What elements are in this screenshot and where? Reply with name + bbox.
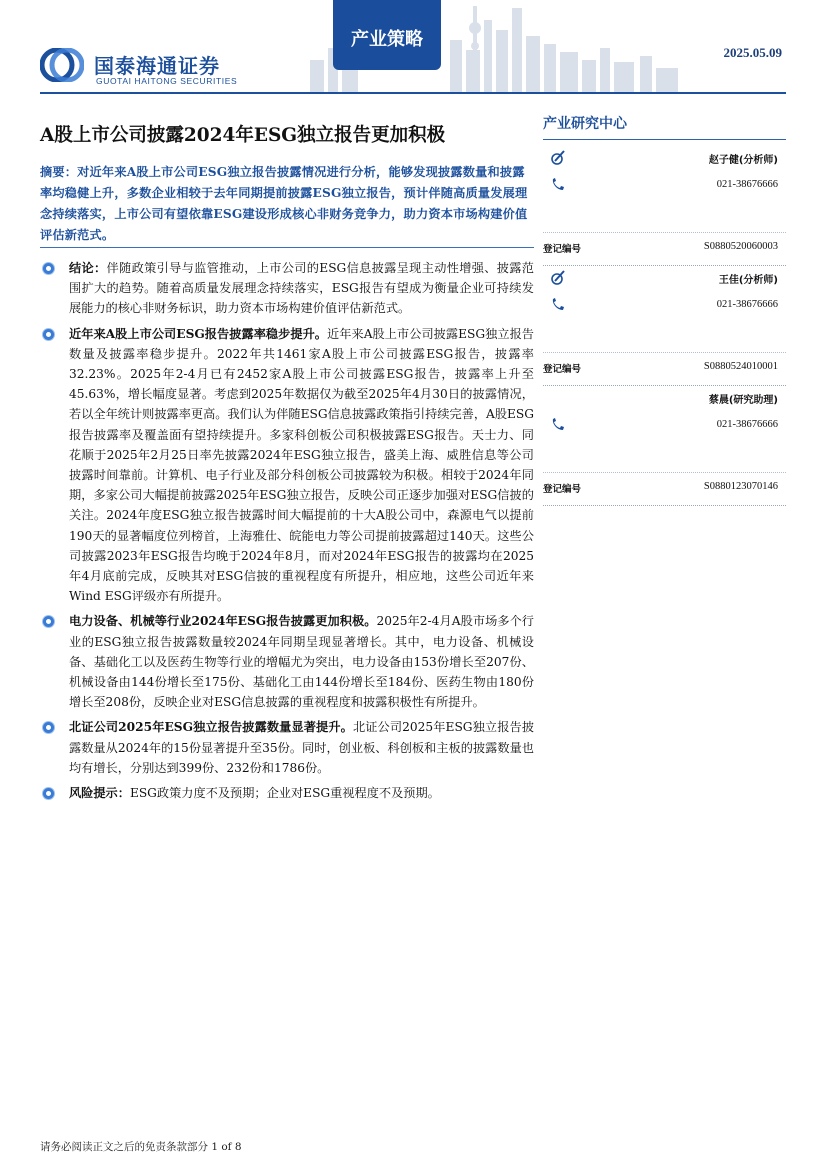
logo-text-cn: 国泰海通证券 <box>94 54 220 78</box>
analyst-name-row <box>543 388 786 408</box>
analyst-phone-row <box>543 416 786 436</box>
page-header <box>0 0 826 96</box>
report-category-badge: 产业策略 <box>333 0 441 70</box>
phone-icon <box>549 416 567 434</box>
bullet-lead: 近年来A股上市公司ESG报告披露率稳步提升。 <box>69 326 328 341</box>
bullet-text: ESG政策力度不及预期；企业对ESG重视程度不及预期。 <box>129 786 440 801</box>
phone-icon <box>549 296 567 314</box>
bullet-icon <box>43 722 54 733</box>
bullet-bse-companies <box>40 717 534 778</box>
bullet-icon <box>43 329 54 340</box>
reg-label: 登记编号 <box>543 364 582 375</box>
analyst-reg-row <box>543 238 786 258</box>
key-points <box>40 258 534 808</box>
analyst-phone: 021-38676666 <box>716 299 778 310</box>
page-footer: 请务必阅读正文之后的免责条款部分 1 of 8 <box>40 1141 242 1153</box>
report-date: 2025.05.09 <box>723 45 782 60</box>
abstract-divider <box>40 247 534 248</box>
bullet-lead: 电力设备、机械等行业2024年ESG报告披露更加积极。 <box>69 614 377 629</box>
analyst-name-row <box>543 268 786 288</box>
analyst-reg-row <box>543 358 786 378</box>
reg-label: 登记编号 <box>543 244 582 255</box>
separator <box>543 232 786 233</box>
reg-label: 登记编号 <box>543 484 582 495</box>
logo-text-en: GUOTAI HAITONG SECURITIES <box>96 76 238 86</box>
bullet-text: 伴随政策引导与监管推动，上市公司的ESG信息披露呈现主动性增强、披露范围扩大的趋势。随着高质量发展理念持续落实，ESG报告有望成为衡量企业可持续发展能力的核心非财务标识，助力资本市场构建价值评估新范式。 <box>69 261 534 316</box>
report-title: A股上市公司披露2024年ESG独立报告更加积极 <box>40 125 446 146</box>
analyst-phone: 021-38676666 <box>716 419 778 430</box>
bullet-risk <box>40 783 534 803</box>
logo-mark-icon <box>40 48 84 82</box>
abstract: 摘要：对近年来A股上市公司ESG独立报告披露情况进行分析，能够发现披露数量和披露率均稳健上升，多数企业相较于去年同期提前披露ESG独立报告，预计伴随高质量发展理念持续落实，上市公司有望依靠ESG建设形成核心非财务竞争力，助力资本市场构建价值评估新范式。 <box>40 165 528 242</box>
analyst-phone-row <box>543 176 786 196</box>
analyst-card <box>543 268 786 386</box>
bullet-icon <box>43 616 54 627</box>
analyst-sidebar <box>543 113 786 508</box>
bullet-lead: 结论： <box>69 261 107 275</box>
analyst-name: 蔡晨(研究助理) <box>708 395 778 406</box>
analyst-phone-row <box>543 296 786 316</box>
analyst-card <box>543 148 786 266</box>
bullet-text: 近年来A股上市公司披露ESG独立报告数量及披露率稳步提升。2022年共1461家A股上市公司披露ESG报告，披露率32.23%。2025年2-4月已有2452家A股上市公司披露ESG报告，披露率上升至45.63%，增长幅度显著。考虑到2025年数据仅为截至2025年4月30日的披露情况，若以全年统计则披露率更高。我们认为伴随ESG信息披露政策指引持续完善，A股ESG报告披露率及覆盖面有望持续提升。多家科创板公司积极披露ESG报告。天士力、同花顺于2025年2月25日率先披露2024年ESG独立报告，盛美上海、威胜信息等公司披露时间靠前。计算机、电子行业及部分科创板公司披露较为积极。相较于2024年同期，多家公司大幅提前披露2025年ESG独立报告，反映公司正逐步加强对ESG信披的关注。2024年度ESG独立报告披露时间大幅提前的十大A股公司中，森源电气以提前190天的显著幅度位列榜首，上海雅仕、皖能电力等公司提前披露超过140天。这些公司披露2023年ESG报告均晚于2024年8月，而对2024年ESG报告的披露均在2025年4月底前完成，反映其对ESG信披的重视程度有所提升，相应地，这些公司近年来Wind ESG评级亦有所提升。 <box>69 326 534 604</box>
bullet-lead: 北证公司2025年ESG独立报告披露数量显著提升。 <box>69 720 353 735</box>
company-logo <box>40 46 260 90</box>
analyst-reg-number: S0880123070146 <box>703 481 778 492</box>
analyst-card <box>543 388 786 506</box>
analyst-name-row <box>543 148 786 168</box>
analyst-name: 赵子健(分析师) <box>708 155 778 166</box>
research-center-heading: 产业研究中心 <box>543 113 786 140</box>
bullet-conclusion <box>40 258 534 319</box>
analyst-reg-row <box>543 478 786 498</box>
bullet-disclosure-rate <box>40 324 534 607</box>
bullet-icon <box>43 788 54 799</box>
analyst-name: 王佳(分析师) <box>718 275 778 286</box>
bullet-text: 2025年2-4月A股市场多个行业的ESG独立报告披露数量较2024年同期呈现显著增长。其中，电力设备、机械设备、基础化工以及医药生物等行业的增幅尤为突出，电力设备由153份增长至207份、机械设备由144份增长至175份、基础化工由144份增长至184份、医药生物由180份增长至208份，反映企业对ESG信息披露的重视程度和披露积极性有所提升。 <box>69 614 534 710</box>
analyst-reg-number: S0880520060003 <box>703 241 778 252</box>
bullet-text: 北证公司2025年ESG独立报告披露数量从2024年的15份显著提升至35份。同时，创业板、科创板和主板的披露数量也均有增长，分别达到399份、232份和1786份。 <box>69 720 535 775</box>
bullet-industries <box>40 611 534 712</box>
header-divider <box>40 92 786 94</box>
phone-icon <box>549 176 567 194</box>
analyst-reg-number: S0880524010001 <box>703 361 778 372</box>
analyst-pen-icon <box>549 148 567 166</box>
analyst-phone: 021-38676666 <box>716 179 778 190</box>
bullet-lead: 风险提示： <box>69 786 130 801</box>
separator <box>543 472 786 473</box>
bullet-icon <box>43 263 54 274</box>
analyst-pen-icon <box>549 268 567 286</box>
separator <box>543 352 786 353</box>
